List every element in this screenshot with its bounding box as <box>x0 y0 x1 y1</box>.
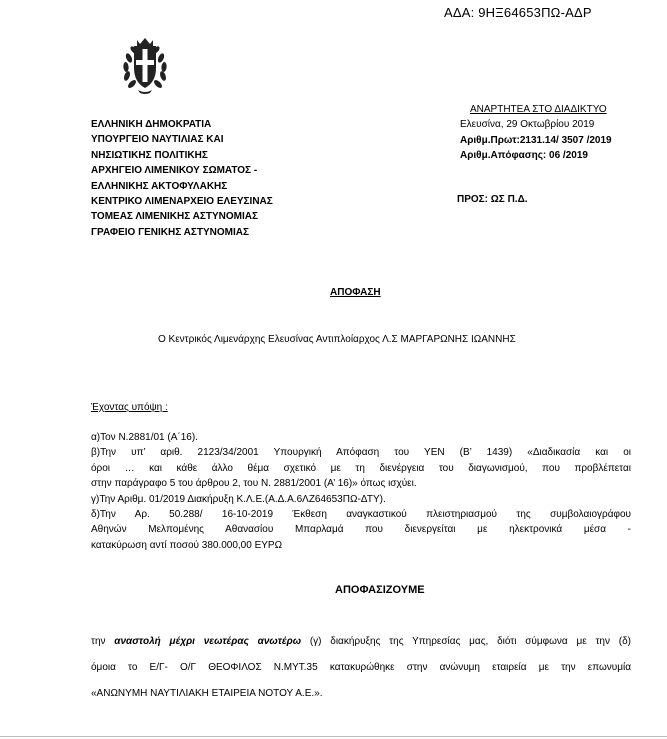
reference-a: α)Τον Ν.2881/01 (Α΄16). <box>91 432 198 443</box>
greek-coat-of-arms-icon <box>120 36 170 94</box>
decision-line-2: όμοια το Ε/Γ- Ο/Γ ΘΕΟΦΙΛΟΣ Ν.ΜΥΤ.35 κατακυρώθηκε στην ανώνυμη εταιρεία με την επωνυμία <box>91 662 631 673</box>
issuer-line: Ο Κεντρικός Λιμενάρχης Ελευσίνας Αντιπλοίαρχος Λ.Σ ΜΑΡΓΑΡΩΝΗΣ ΙΩΑΝΝΗΣ <box>158 334 516 345</box>
decision-line-1 <box>91 629 631 655</box>
sender-line: ΕΛΛΗΝΙΚΗΣ ΑΚΤΟΦΥΛΑΚΗΣ <box>91 180 228 192</box>
considering-heading: Έχοντας υπόψη : <box>91 402 168 413</box>
reference-d: δ)Την Αρ. 50.288/ 16-10-2019 Έκθεση αναγκαστικού πλειστηριασμού της συμβολαιογράφου <box>91 509 631 521</box>
document-title: ΑΠΟΦΑΣΗ <box>330 287 381 298</box>
references-list <box>91 430 631 553</box>
sender-line: ΚΕΝΤΡΙΚΟ ΛΙΜΕΝΑΡΧΕΙΟ ΕΛΕΥΣΙΝΑΣ <box>91 196 273 208</box>
decision-line-1-rest: (γ) διακήρυξης της Υπηρεσίας μας, διότι σύμφωνα με την (δ) <box>301 636 632 647</box>
decision-number: Αριθμ.Απόφασης: 06 /2019 <box>460 150 588 162</box>
sender-line: ΓΡΑΦΕΙΟ ΓΕΝΙΚΗΣ ΑΣΤΥΝΟΜΙΑΣ <box>91 226 249 238</box>
ada-number: ΑΔΑ: 9ΗΞ64653ΠΩ-ΑΔΡ <box>444 5 592 20</box>
decision-prefix: την <box>91 636 115 647</box>
protocol-number: Αριθμ.Πρωτ:2131.14/ 3507 /2019 <box>460 134 612 146</box>
reference-c: γ)Την Αριθμ. 01/2019 Διακήρυξη Κ.Λ.Ε.(Α.Δ.Α.6ΛΖ64653ΠΩ-ΔΤΥ). <box>91 493 386 505</box>
sender-block <box>91 117 273 240</box>
decision-emphasis: αναστολή μέχρι νεωτέρας ανωτέρω <box>114 636 302 647</box>
decision-line-3: «ΑΝΩΝΥΜΗ ΝΑΥΤΙΛΙΑΚΗ ΕΤΑΙΡΕΙΑ ΝΟΤΟΥ Α.Ε.». <box>91 688 323 699</box>
recipient: ΠΡΟΣ: ΩΣ Π.Δ. <box>457 194 528 205</box>
page-bottom-divider <box>0 736 667 737</box>
sender-line: ΥΠΟΥΡΓΕΙΟ ΝΑΥΤΙΛΙΑΣ ΚΑΙ <box>91 134 224 146</box>
sender-line: ΕΛΛΗΝΙΚΗ ΔΗΜΟΚΡΑΤΙΑ <box>91 119 212 130</box>
decide-heading: ΑΠΟΦΑΣΙΖΟΥΜΕ <box>335 584 425 596</box>
decision-text <box>91 629 631 707</box>
reference-b: β)Την υπ’ αριθ. 2123/34/2001 Υπουργική Απόφαση του ΥΕΝ (Β’ 1439) «Διαδικασία και οι <box>91 447 631 459</box>
posting-notice: ΑΝΑΡΤΗΤΕΑ ΣΤΟ ΔΙΑΔΙΚΤΥΟ <box>470 104 607 115</box>
document-meta <box>460 102 612 164</box>
reference-b-end: στην παράγραφο 5 του άρθρου 2, του Ν. 2881/2001 (Α’ 16)» όπως ισχύει. <box>91 478 417 490</box>
reference-d-cont: Αθηνών Μελπομένης Αθανασίου Μπαρλαμά που διενεργείται με ηλεκτρονικά μέσα - <box>91 524 631 536</box>
sender-line: ΤΟΜΕΑΣ ΛΙΜΕΝΙΚΗΣ ΑΣΤΥΝΟΜΙΑΣ <box>91 211 258 223</box>
reference-d-end: κατακύρωση αντί ποσού 380.000,00 ΕΥΡΩ <box>91 539 283 551</box>
document-date: Ελευσίνα, 29 Οκτωβρίου 2019 <box>460 119 595 131</box>
sender-line: ΝΗΣΙΩΤΙΚΗΣ ΠΟΛΙΤΙΚΗΣ <box>91 149 208 161</box>
reference-b-cont: όροι … και κάθε άλλο θέμα σχετικό με τη διενέργεια του διαγωνισμού, που προβλέπεται <box>91 462 631 474</box>
sender-line: ΑΡΧΗΓΕΙΟ ΛΙΜΕΝΙΚΟΥ ΣΩΜΑΤΟΣ - <box>91 165 258 177</box>
